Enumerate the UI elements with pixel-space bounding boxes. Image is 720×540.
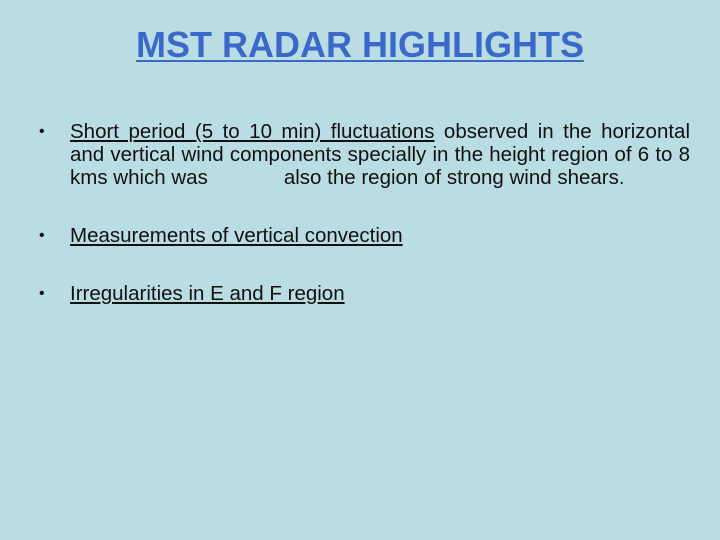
bullet-dot-icon: • (39, 285, 45, 302)
underlined-phrase: Short period (5 to 10 min) fluctuations (70, 120, 435, 143)
bullet-item-irregularities (30, 282, 690, 305)
bullet-dot-icon: • (39, 227, 45, 244)
bullet-item-fluctuations (30, 120, 690, 189)
underlined-phrase: Irregularities in E and F region (70, 282, 345, 305)
bullet-text-part-1: observed in the horizontal and vertical wind components specially in the height region of 6 to 8 kms which was (70, 120, 690, 189)
bullet-dot-icon: • (39, 123, 45, 140)
bullet-text (70, 282, 690, 305)
slide-title: MST RADAR HIGHLIGHTS (136, 24, 584, 65)
bullet-text-part-2: also the region of strong wind shears. (283, 166, 625, 189)
bullet-text (70, 120, 690, 189)
bullet-text (70, 224, 690, 247)
underlined-phrase: Measurements of vertical convection (70, 224, 403, 247)
bullet-item-convection (30, 224, 690, 247)
bullet-list (30, 120, 690, 340)
